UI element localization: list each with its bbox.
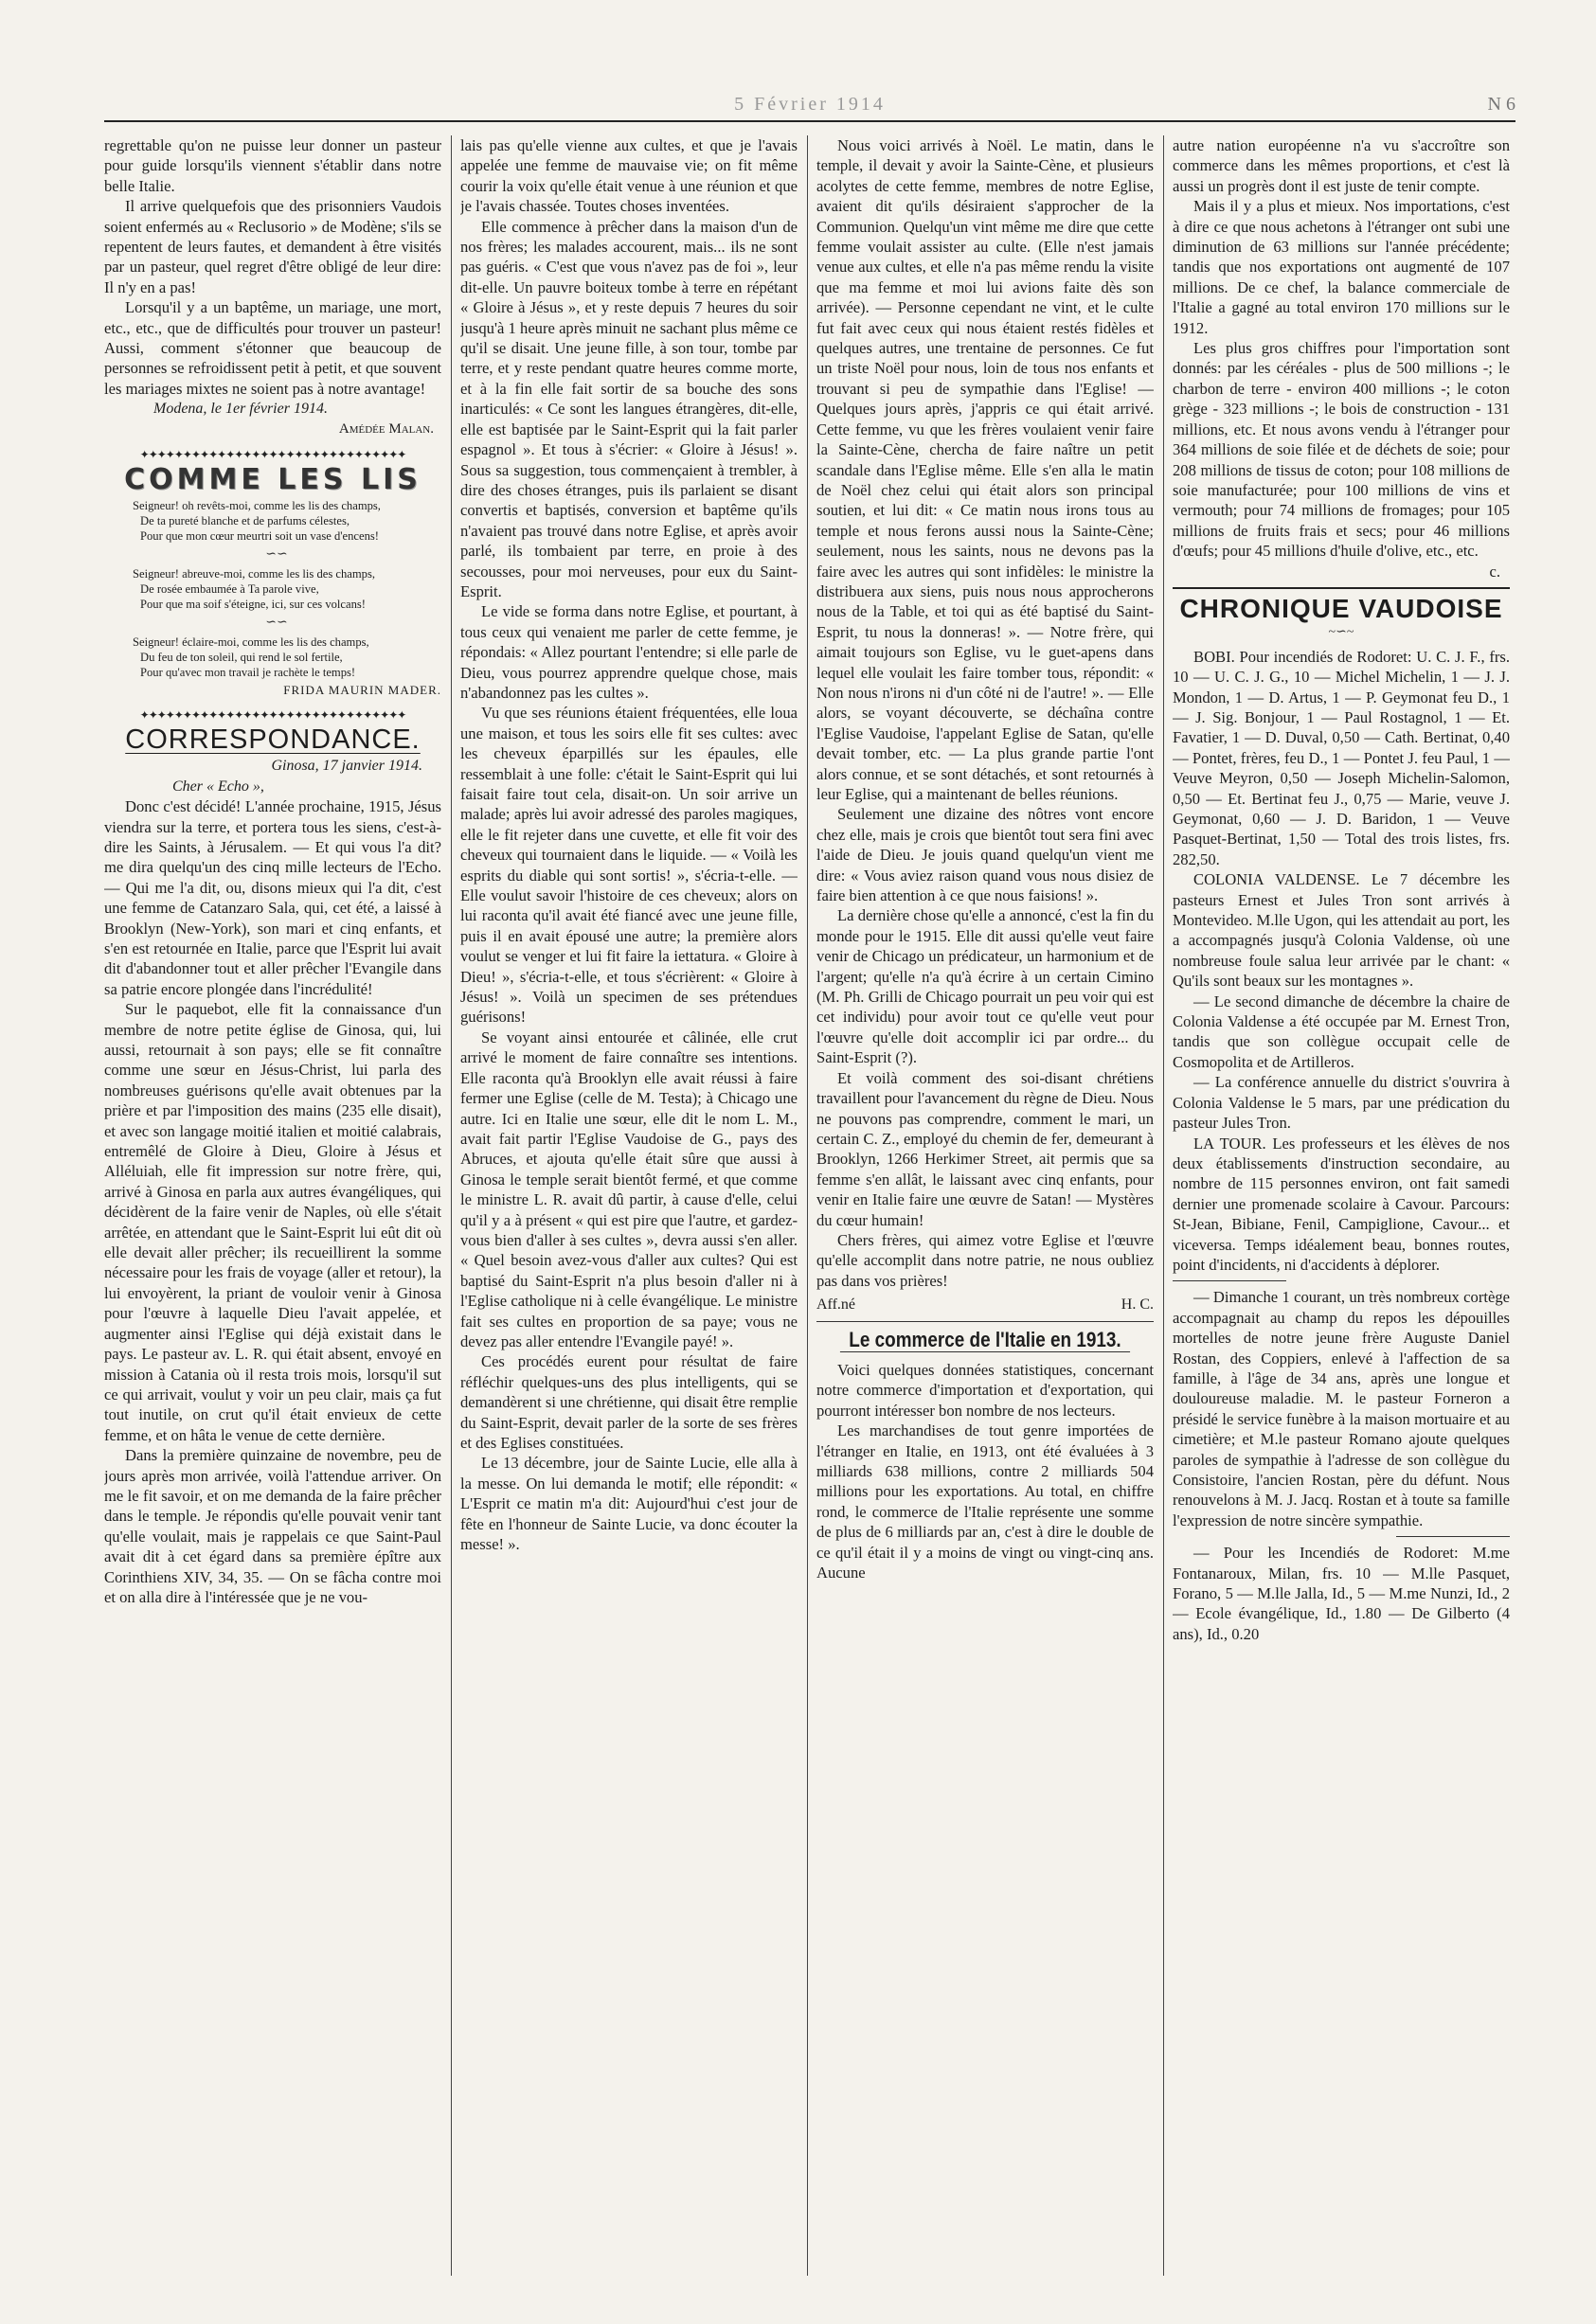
signature-closing: Aff.né bbox=[816, 1296, 856, 1314]
article-paragraph: Voici quelques données statistiques, concernant notre commerce d'importation et d'exportation, qui pourront intéresser bon nombre de nos lecteurs. bbox=[816, 1360, 1154, 1420]
poem bbox=[112, 498, 441, 680]
article-signature: c. bbox=[1489, 562, 1500, 581]
column-divider bbox=[1163, 135, 1164, 2276]
page-number: N 6 bbox=[1487, 94, 1515, 115]
article-paragraph: La dernière chose qu'elle a annoncé, c'est la fin du monde pour le 1915. Elle dit aussi qu'elle veut faire venir de Chicago un prédicateur, un harmonium et de l'argent; qu'elle n'a qu'à écrire à un certain Cimino (M. Ph. Grilli de Chicago pourrait un peu voir qui est cet individu) pour avoir tout ce qu'elle veut pour l'œuvre qu'elle doit accomplir ici par ordre... du Saint-Esprit (?). bbox=[816, 906, 1154, 1067]
article-paragraph: Nous voici arrivés à Noël. Le matin, dans le temple, il devait y avoir la Sainte-Cène, et plusieurs acolytes de cette femme, membres de notre Eglise, avaient dit qu'ils désiraient s'approcher de la Communion. Quelqu'un vint même me dire que cette femme voulait assister au culte. (Elle n'est jamais venue aux cultes, et elle n'a pas même rendu la visite que ma femme et moi lui avions faite dès son arrivée). — Personne cependant ne vint, et le culte fut fait avec ceux qui nous étaient restés fidèles et quelques autres, une trentaine de personnes. Ce fut un triste Noël pour nous, loin de tous nos enfants et trouvant si peu de sympathie dans l'Eglise! — Quelques jours après, j'appris ce qui était arrivé. Cette femme, vu que les frères voulaient venir faire la Sainte-Cène, chercha de faire naître un petit scandale dans l'Eglise même. Elle s'en alla le matin de Noël chez celui qui était alors son principal soutien, et lui dit: « Ce matin nous irons tous au temple et nous ferons aussi nous la Sainte-Cène; seulement, nous les saints, nous ne devons pas la faire avec les autres qui sont infidèles: le ministre la distribuera aux siens, puis nous nous approcherons nous de la Table, et toi qui as été baptisé du Saint-Esprit, tu nous la donneras! ». — Notre frère, qui aimait toujours son Eglise, vu le guet-apens dans lequel elle voulait les faire tomber tous, répondit: « Non nous n'irons ni d'un côté ni de l'autre! ». — Elle alors, se voyant découverte, se déchaîna contre l'Eglise Vaudoise, l'appelant Eglise de Satan, qu'elle devait tomber, etc. — La plus grande partie l'ont alors connue, et se sont détachés, et sont retournés à leur Eglise, qui a maintenant de belles réunions. bbox=[816, 136, 1154, 803]
article-paragraph: Le 13 décembre, jour de Sainte Lucie, elle alla à la messe. On lui demanda le motif; elle répondit: « L'Esprit ce matin m'a dit: Aujourd'hui c'est jour de fête en l'honneur de Sainte Lucie, va donc écouter la messe! ». bbox=[460, 1454, 798, 1554]
article-paragraph: Mais il y a plus et mieux. Nos importations, c'est à dire ce que nous achetons à l'étranger ont subi une diminution de 63 millions sur l'année précédente; tandis que nos exportations ont augmenté de 107 millions. De ce chef, la balance commerciale de l'Italie a gagné au total environ 170 millions sur le 1912. bbox=[1173, 197, 1510, 337]
column-2 bbox=[460, 135, 798, 2280]
poem-ornament: ∽∽ bbox=[265, 615, 288, 630]
news-item: COLONIA VALDENSE. Le 7 décembre les pasteurs Ernest et Jules Tron sont arrivés à Montevideo. M.lle Ugon, qui les attendait au port, les a accompagnés jusqu'à Colonia Valdense, où une nombreuse foule salua leur arrivée par le chant: « Qu'ils sont beaux sur les montagnes ». bbox=[1173, 870, 1510, 991]
poem-line: Du feu de ton soleil, qui rend le sol fertile, bbox=[140, 650, 343, 664]
poem-line: Pour que mon cœur meurtri soit un vase d'encens! bbox=[140, 528, 379, 543]
article-paragraph: Ces procédés eurent pour résultat de faire réfléchir quelques-uns des plus intelligents, qui se demandèrent si une chrétienne, qui disait être remplie du Saint-Esprit, devait parler de la sorte de ses frères et des Eglises constituées. bbox=[460, 1352, 798, 1452]
column-3 bbox=[816, 135, 1154, 2280]
column-4 bbox=[1173, 135, 1510, 2280]
article-paragraph: Lorsqu'il y a un baptême, un mariage, une mort, etc., etc., que de difficultés pour trouver un pasteur! Aussi, comment s'étonner que beaucoup de personnes se refroidissent petit à petit, et que souvent les mariages mixtes ne soient pas à notre avantage! bbox=[104, 298, 441, 398]
article-paragraph: Elle commence à prêcher dans la maison d'un de nos frères; les malades accourent, mais... ils ne sont pas guéris. « C'est que vous n'avez pas de foi », leur dit-elle. Un pauvre boiteux tombe à terre en répétant « Gloire à Jésus », et y reste depuis 7 heures du soir jusqu'à 1 heure après minuit ne sachant plus même ce qu'il se disait. Une jeune fille, à son tour, tombe par terre, et y reste pendant quatre heures comme morte, et à la fin elle fait sortir de sa bouche des sons inarticulés: « Ce sont les langues étrangères, dit-elle, elle est baptisée par le Saint-Esprit qui la fait parler espagnol ». Et tous à s'écrier: « Gloire à Jésus! ». Sous sa suggestion, tous commençaient à trembler, à dire des choses étranges, puis ils parlaient se disant convertis et baptisés, conversion et baptême qu'ils n'avaient pas trouvé dans notre Eglise, et après avoir parlé, ils tombaient par terre, en proie à des secousses, pour moi nerveuses, pour eux du Saint-Esprit. bbox=[460, 217, 798, 600]
section-title-commerce: Le commerce de l'Italie en 1913. bbox=[840, 1330, 1130, 1352]
title-ornament: ~∽~ bbox=[1328, 625, 1354, 640]
article-paragraph: Sur le paquebot, elle fit la connaissance d'un membre de notre petite église de Ginosa, qui, lui aussi, retournait à son pays; elle se fit connaître comme une sœur en Jésus-Christ, lui parla des nombreuses guérisons qu'elle avait obtenues par la prière et par l'imposition des mains (235 elle disait), et avec son langage moitié italien et moitié calabrais, entremêlé de Gloire à Dieu, Gloire à Jésus et Alléluiah, elle fit impression sur notre frère, qui, arrivé à Ginosa en parla aux autres évangéliques, qui décidèrent de la faire venir de Naples, où elle s'était arrêtée, en attendant que le Saint-Esprit lui eût dit où elle devait aller prêcher; ils recueillirent la somme nécessaire pour les frais de voyage (aller et retour), la lui envoyèrent, la priant de vouloir venir à Ginosa pour l'œuvre à laquelle Dieu l'avait appelée, et augmenter ainsi l'Eglise qui déjà existait dans le pays. Le pasteur av. L. R. qui était absent, envoyé en mission à Catania où il resta trois mois, lorsqu'il sut ce qui arrivait, voulut y voir un peu clair, mais ça fut tout inutile, on crut qu'il était envieux de cette femme, et on hâta le venue de cette dernière. bbox=[104, 1000, 441, 1444]
poem-line: De ta pureté blanche et de parfums célestes, bbox=[140, 513, 350, 527]
column-divider bbox=[807, 135, 808, 2276]
letter-salutation: Cher « Echo », bbox=[172, 778, 264, 795]
poem-author: FRIDA MAURIN MADER. bbox=[283, 682, 441, 697]
article-paragraph: autre nation européenne n'a vu s'accroître son commerce dans les mêmes proportions, et c'est là aussi un progrès dont il est juste de tenir compte. bbox=[1173, 136, 1510, 195]
article-paragraph: Dans la première quinzaine de novembre, peu de jours après mon arrivée, voilà l'attendue arriver. On me le fit savoir, et on me demanda de la faire prêcher dans le temple. Je répondis qu'elle pouvait venir tant qu'elle voulait, mais je rappelais ce que Saint-Paul avait dit à cet égard dans sa première épître aux Corinthiens XIV, 34, 35. — On se fâcha contre moi et on alla dire à l'intéressée que je ne vou- bbox=[104, 1446, 441, 1606]
article-paragraph: Les plus gros chiffres pour l'importation sont donnés: par les céréales - plus de 500 millions -; le charbon de terre - environ 400 millions -; le coton grège - 323 millions -; le bois de construction - 131 millions, etc. Et nous avons vendu à l'étranger pour 364 millions de soie filée et de déchets de soie; pour 208 millions de tissus de coton; pour 108 millions de soie manufacturée; pour 100 millions de vins et vermouth; pour 74 millions de fromages; pour 105 millions de fruits frais et secs; pour 46 millions d'œufs; pour 45 millions d'huile d'olive, etc., etc. bbox=[1173, 339, 1510, 561]
poem-title: COMME LES LIS bbox=[124, 463, 421, 497]
poem-line: Pour qu'avec mon travail je rachète le temps! bbox=[140, 665, 356, 679]
article-paragraph: Donc c'est décidé! L'année prochaine, 1915, Jésus viendra sur la terre, et portera tous les siens, c'est-à-dire les Saints, à Jérusalem. — Et qui vous l'a dit? me dira quelqu'un des cinq mille lecteurs de l'Echo. — Qui me l'a dit, ou, disons mieux qui l'a dit, c'est une femme de Catanzaro Sala, qui, cet été, a laissé à Brooklyn (New-York), son mari et cinq enfants, et s'en est retournée en Italie, parce que l'Esprit lui avait dit d'abandonner tout et aller prêcher l'Evangile dans sa patrie encore plongée dans l'incrédulité! bbox=[104, 797, 441, 998]
short-rule bbox=[1173, 1280, 1286, 1281]
article-paragraph: regrettable qu'on ne puisse leur donner un pasteur pour guide lorsqu'ils viennent s'établir dans notre belle Italie. bbox=[104, 136, 441, 195]
short-rule bbox=[1396, 1536, 1510, 1537]
article-paragraph: Le vide se forma dans notre Eglise, et pourtant, à tous ceux qui venaient me parler de cette femme, je répondais: « Allez pourtant l'entendre; si elle parle de Dieu, vous pourrez apprendre quelque chose, mais n'abandonnez pas les cultes ». bbox=[460, 602, 798, 702]
poem-line: Seigneur! éclaire-moi, comme les lis des champs, bbox=[133, 635, 369, 649]
news-item: — La conférence annuelle du district s'ouvrira à Colonia Valdense le 5 mars, par une prédication du pasteur Jules Tron. bbox=[1173, 1073, 1510, 1133]
poem-line: Pour que ma soif s'éteigne, ici, sur ces volcans! bbox=[140, 597, 366, 611]
section-title-correspondance: CORRESPONDANCE. bbox=[125, 724, 421, 755]
letter-signature-line bbox=[816, 1295, 1154, 1314]
news-item: LA TOUR. Les professeurs et les élèves de nos deux établissements d'instruction secondaire, au nombre de 115 personnes environ, ont fait samedi dernier une promenade scolaire à Cavour. Parcours: St-Jean, Bibiane, Fenil, Campiglione, Cavour... et viceversa. Temps idéalement beau, bonnes routes, point d'incidents, ni d'accidents à déplorer. bbox=[1173, 1134, 1510, 1274]
poem-line: Seigneur! abreuve-moi, comme les lis des champs, bbox=[133, 566, 376, 581]
article-paragraph: Il arrive quelquefois que des prisonniers Vaudois soient enfermés au « Reclusorio » de Modène; s'ils se repentent de leurs fautes, et demandent à être visités par un pasteur, quel regret d'être obligé de leur dire: Il n'y en a pas! bbox=[104, 197, 441, 296]
letter-dateline: Modena, le 1er février 1914. bbox=[153, 401, 328, 418]
article-paragraph: Seulement une dizaine des nôtres vont encore chez elle, mais je crois que bientôt tout sera fini avec l'aide de Dieu. Je jouis quand quelqu'un vient me dire: « Vous aviez raison quand vous nous disiez de faire bien attention à ce que nous faisions! ». bbox=[816, 805, 1154, 905]
poem-ornament: ∽∽ bbox=[265, 546, 288, 562]
poem-line: De rosée embaumée à Ta parole vive, bbox=[140, 581, 319, 596]
letter-signature: Amédée Malan. bbox=[338, 420, 434, 437]
signature-initials: H. C. bbox=[1121, 1296, 1154, 1314]
page-header-date: 5 Février 1914 bbox=[734, 94, 886, 115]
article-paragraph: Et voilà comment des soi-disant chrétiens travaillent pour l'avancement du règne de Dieu. Nous ne pouvons pas comprendre, comment le mari, un certain C. Z., employé du chemin de fer, demeurant à Brooklyn, 1266 Herkimer Street, ait permis que sa femme s'en allât, le laissant avec cinq enfants, pour venir en Italie faire une œuvre de Satan! — Mystères du cœur humain! bbox=[816, 1068, 1154, 1229]
article-paragraph: lais pas qu'elle vienne aux cultes, et que je l'avais appelée une femme de mauvaise vie; on fit même courir la voix qu'elle était venue à une réunion et que je l'avais chassée. Toutes choses inventées. bbox=[460, 136, 798, 216]
article-paragraph: Se voyant ainsi entourée et câlinée, elle crut arrivé le moment de faire connaître ses intentions. Elle raconta qu'à Brooklyn elle avait réussi à faire fermer une Eglise (celle de M. Testa); à Chicago une autre. Ici en Italie une sœur, elle dit le nom L. M., avait fait partir l'Eglise Vaudoise de G., pays des Abruces, et ajouta qu'elle était sûre que aussi à Ginosa le temple serait bientôt fermé, et que comme le ministre L. R. avait dû partir, à cause d'elle, celui qu'il y a à présent « qui est pire que l'autre, et gardez-vous bien d'aller à ses cultes », devra aussi s'en aller. « Quel besoin avez-vous d'aller aux cultes? Qui est baptisé du Saint-Esprit n'a plus besoin d'aller ni à l'Eglise catholique ni à celle évangélique. Le ministre fait ses cultes en proportion de sa paye; vous ne devez pas aller entendre l'Evangile payé! ». bbox=[460, 1028, 798, 1350]
poem-line: Seigneur! oh revêts-moi, comme les lis des champs, bbox=[133, 498, 381, 512]
article-paragraph: Vu que ses réunions étaient fréquentées, elle loua une maison, et tous les soirs elle fit ses cultes: avec les cheveux éparpillés sur les épaules, elle ressemblait à une folle: c'était le Saint-Esprit qui lui faisait faire tout cela, disait-on. Un soir arrive un malade; après lui avoir adressé des paroles magiques, elle le fit rejeter dans une cuvette, et elle fit voir des cheveux qui tournaient dans le liquide. — « Voilà les esprits du diable qui sont sortis! », s'écria-t-elle. — Elle voulut savoir l'histoire de ces cheveux; alors on lui raconta qu'il avait été fiancé avec une jeune fille, puis il en avait épousé une autre; la première alors voulut se venger et lui fit faire la iettatura. « Gloire à Dieu! », s'écria-t-elle, et tous s'écrièrent: « Gloire à Jésus! ». Voilà un specimen de ses prétendues guérisons! bbox=[460, 704, 798, 1027]
news-item: — Pour les Incendiés de Rodoret: M.me Fontanaroux, Milan, frs. 10 — M.lle Pasquet, Forano, 5 — M.lle Jalla, Id., 5 — M.me Nunzi, Id., 2 — Ecole évangélique, Id., 1.80 — De Gilberto (4 ans), Id., 0.20 bbox=[1173, 1544, 1510, 1643]
article-paragraph: Les marchandises de tout genre importées de l'étranger en Italie, en 1913, ont été évaluées à 3 milliards 638 millions, contre 2 milliards 504 millions pour les exportations. Au total, en chiffre rond, le commerce de l'Italie représente une somme de plus de 6 milliards par an, c'est à dire le double de ce qu'il était il y a moins de vingt ou vingt-cinq ans. Aucune bbox=[816, 1421, 1154, 1582]
section-title-chronique: CHRONIQUE VAUDOISE bbox=[1179, 593, 1503, 623]
newspaper-page bbox=[104, 90, 1515, 2287]
column-1 bbox=[104, 135, 441, 2280]
news-item: — Le second dimanche de décembre la chaire de Colonia Valdense a été occupée par M. Ernest Tron, tandis que son collègue occupait celle de Cosmopolita et de Artilleros. bbox=[1173, 992, 1510, 1071]
letter-dateline: Ginosa, 17 janvier 1914. bbox=[271, 758, 422, 775]
article-paragraph: Chers frères, qui aimez votre Eglise et l'œuvre qu'elle accomplit dans notre patrie, ne nous oubliez pas dans vos prières! bbox=[816, 1230, 1154, 1290]
news-item: BOBI. Pour incendiés de Rodoret: U. C. J. F., frs. 10 — U. C. J. G., 10 — Michel Michelin, 1 — J. J. Mondon, 1 — D. Artus, 1 — P. Geymonat feu D., 1 — J. Sig. Bonjour, 1 — Paul Rostagnol, 1 — Et. Favatier, 1 — D. Duval, 0,50 — Cath. Bertinat, 0,40 — Pontet, frères, feu D., 1 — Pontet J. feu Paul, 1 — Veuve Meyron, 0,50 — Joseph Michelin-Salomon, 0,50 — Et. Bertinat feu J., 0,75 — Marie, veuve J. Geymonat, 0,60 — J. D. Baridon, 1 — Veuve Pasquet-Bertinat, 1,50 — Total des trois listes, frs. 282,50. bbox=[1173, 647, 1510, 868]
news-item: — Dimanche 1 courant, un très nombreux cortège accompagnait au champ du repos les dépouilles mortelles de notre jeune frère Auguste Daniel Rostan, des Coppiers, enlevé à l'affection de sa famille, à l'âge de 34 ans, après une longue et douloureuse maladie. M. le pasteur Forneron a présidé le service funèbre à la maison mortuaire et au cimetière; et M.le pasteur Romano ajoute quelques paroles de sympathie à l'adresse de son collègue du Consistoire, l'ancien Rostan, père du défunt. Nous renouvelons à M. J. Jacq. Rostan et à toute sa famille l'expression de notre sincère sympathie. bbox=[1173, 1288, 1510, 1529]
column-divider bbox=[451, 135, 452, 2276]
section-rule bbox=[1173, 587, 1510, 589]
section-rule bbox=[816, 1321, 1154, 1322]
ornamental-rule: ✦✦✦✦✦✦✦✦✦✦✦✦✦✦✦✦✦✦✦✦✦✦✦✦✦✦✦✦✦✦✦ bbox=[139, 449, 406, 461]
ornamental-rule: ✦✦✦✦✦✦✦✦✦✦✦✦✦✦✦✦✦✦✦✦✦✦✦✦✦✦✦✦✦✦✦ bbox=[139, 708, 406, 721]
header-rule bbox=[104, 120, 1515, 122]
